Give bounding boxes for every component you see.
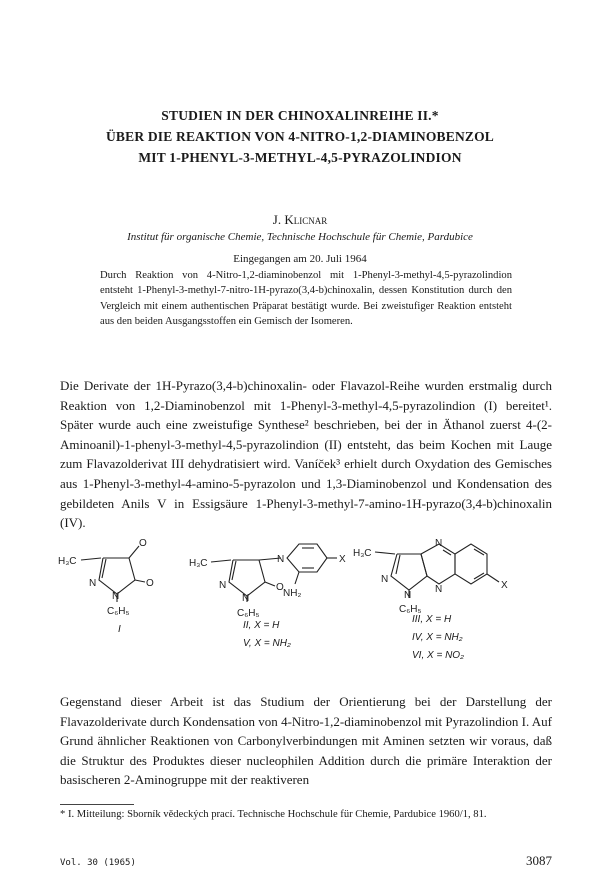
s3-methyl: H₃C (353, 548, 372, 559)
structure-1 (58, 538, 154, 617)
s2-label-2: V, X = NH₂ (243, 638, 291, 649)
page-number: 3087 (526, 853, 552, 868)
institute: Institut für organische Chemie, Technische Hochschule für Chemie, Pardubice (127, 231, 473, 243)
footnote: * I. Mitteilung: Sborník vědeckých prací. Technische Hochschule für Chemie, Pardubice 1960/1, 81. (60, 809, 487, 820)
title-line-2: ÜBER DIE REAKTION VON 4-NITRO-1,2-DIAMINOBENZOL (105, 129, 495, 144)
s2-x: X (339, 554, 346, 565)
s2-n: N (219, 580, 227, 591)
running-head: Vol. 30 (1965) (60, 858, 136, 868)
s3-n-top: N (435, 538, 443, 549)
s2-n2: N (242, 593, 250, 604)
s3-label-2: IV, X = NH₂ (412, 632, 463, 643)
s2-label-1: II, X = H (243, 620, 280, 631)
title-line-1: STUDIEN IN DER CHINOXALINREIHE II.* (161, 108, 439, 123)
s3-n-bottom: N (435, 584, 443, 595)
s2-phenyl: C₆H₅ (237, 608, 260, 619)
structure-3 (353, 538, 508, 615)
s1-phenyl: C₆H₅ (107, 606, 130, 617)
chemical-structures (55, 536, 555, 666)
s2-oxo: O (276, 582, 284, 593)
s3-n2: N (404, 590, 412, 601)
paragraph-1: Die Derivate der 1H-Pyrazo(3,4-b)chinoxalin- oder Flavazol-Reihe wurden erstmalig durch Reaktion von 1,2-Diaminobenzol mit 1-Phenyl-3-methyl-4,5-pyrazolindion (I) bereitet¹. Später wurde auch eine zweistufige Synthese² beschrieben, bei der in Äthanol zuerst 4-(2-Aminoanil)-1-phenyl-3-methyl-4,5-pyrazolindion (II) entsteht, das beim Kochen mit Lauge zum Flavazolderivat III dehydratisiert wird. Vaníček³ erhielt durch Oxydation des Gemisches aus 1-Phenyl-3-methyl-4-amino-5-pyrazolon und 1,3-Diaminobenzol und Kondensation des gebildeten Anils V in Essigsäure 1-Phenyl-3-methyl-7-amino-1H-pyrazo(3,4-b)chinoxalin (IV). (60, 378, 552, 531)
footnote-rule (60, 804, 134, 805)
s2-nh2: NH₂ (283, 588, 302, 599)
s1-label: I (118, 624, 121, 635)
author: J. Klicnar (272, 212, 328, 227)
received-date: Eingegangen am 20. Juli 1964 (233, 253, 367, 265)
s1-oxo-2: O (146, 578, 154, 589)
abstract: Durch Reaktion von 4-Nitro-1,2-diaminobenzol mit 1-Phenyl-3-methyl-4,5-pyrazolindion entsteht 1-Phenyl-3-methyl-7-nitro-1H-pyrazo(3,4-b)chinoxalin, dessen Konstitution durch den Vergleich mit einem authentischen Präparat bestätigt wurde. Bei zweistufiger Reaktion entsteht aus den beiden Ausgangsstoffen ein Gemisch der Isomeren. (100, 270, 512, 328)
s1-n2: N (112, 591, 120, 602)
s3-x: X (501, 580, 508, 591)
paragraph-2: Gegenstand dieser Arbeit ist das Studium der Orientierung bei der Darstellung der Flavazolderivate durch Kondensation von 4-Nitro-1,2-diaminobenzol mit Pyrazolindion I. Auf Grund ähnlicher Reaktionen von Carbonylverbindungen mit Aminen setzten wir voraus, daß die Struktur des Produktes dieser nucleophilen Addition durch die primäre Interaktion der basischeren 2-Aminogruppe mit der reaktiveren (60, 694, 552, 788)
s3-phenyl: C₆H₅ (399, 604, 422, 615)
s3-n: N (381, 574, 389, 585)
title-line-3: MIT 1-PHENYL-3-METHYL-4,5-PYRAZOLINDION (138, 150, 462, 165)
s3-label-1: III, X = H (412, 614, 452, 625)
s3-label-3: VI, X = NO₂ (412, 650, 464, 661)
s1-oxo-1: O (139, 538, 147, 549)
s2-methyl: H₃C (189, 558, 208, 569)
s1-n: N (89, 578, 97, 589)
s1-methyl: H₃C (58, 556, 77, 567)
structure-2 (189, 544, 346, 619)
s2-n-anil: N (277, 554, 285, 565)
